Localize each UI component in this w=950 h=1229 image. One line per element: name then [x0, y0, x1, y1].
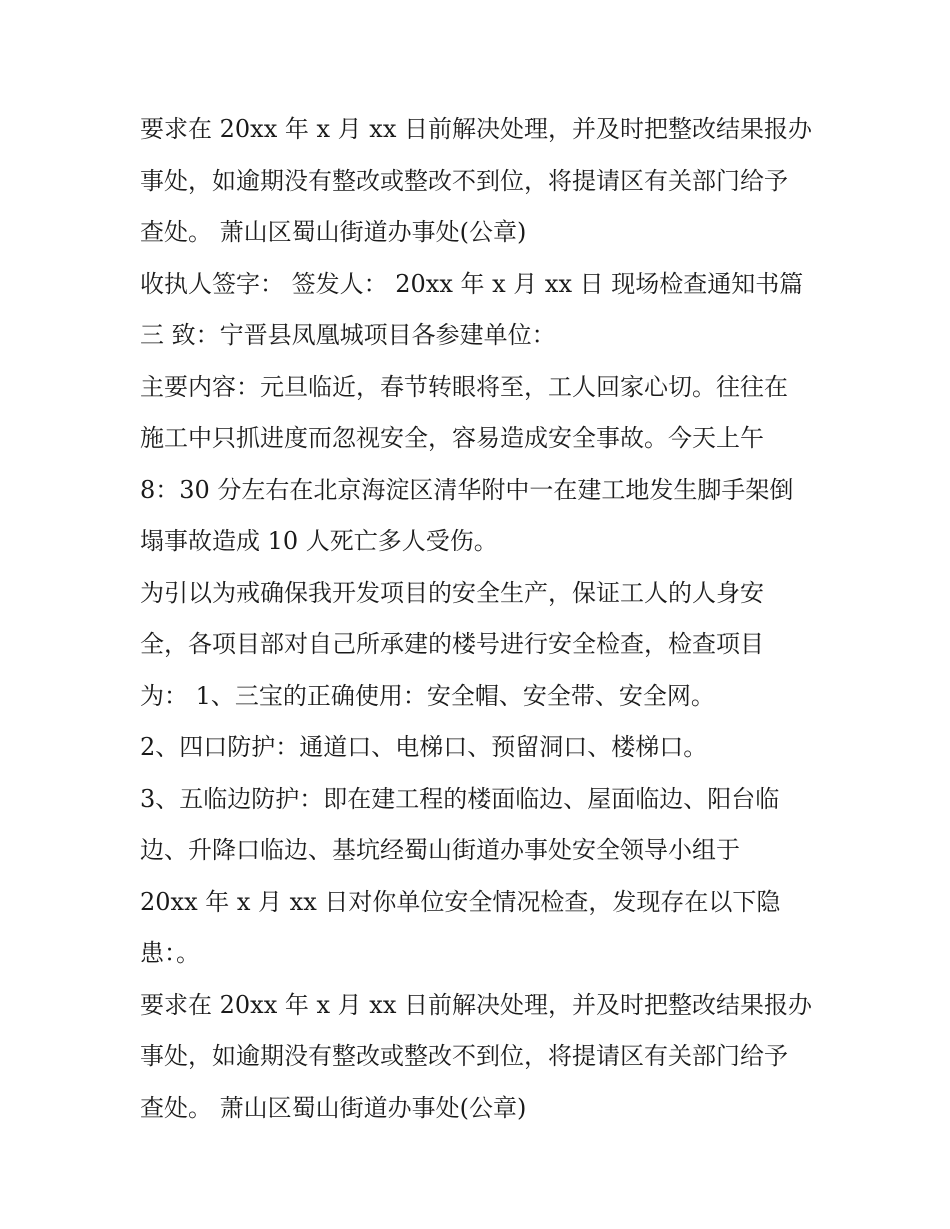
text-line: 患：。 [140, 939, 200, 967]
text-line: 三 致：宁晋县凤凰城项目各参建单位： [140, 321, 556, 349]
text-line: 事处，如逾期没有整改或整改不到位，将提请区有关部门给予 [140, 166, 788, 195]
text-line: 收执人签字： 签发人： 20xx 年 x 月 xx 日 现场检查通知书篇 [140, 269, 804, 298]
text-line: 20xx 年 x 月 xx 日对你单位安全情况检查，发现存在以下隐 [140, 887, 781, 916]
text-line: 为： 1、三宝的正确使用：安全帽、安全带、安全网。 [140, 681, 715, 710]
text-line: 要求在 20xx 年 x 月 xx 日前解决处理，并及时把整改结果报办 [140, 115, 812, 143]
text-line: 施工中只抓进度而忽视安全，容易造成安全事故。今天上午 [140, 424, 764, 452]
text-line: 2、四口防护：通道口、电梯口、预留洞口、楼梯口。 [140, 733, 708, 761]
text-line: 3、五临边防护：即在建工程的楼面临边、屋面临边、阳台临 [140, 784, 780, 813]
text-line: 要求在 20xx 年 x 月 xx 日前解决处理，并及时把整改结果报办 [140, 990, 812, 1019]
text-line: 全，各项目部对自己所承建的楼号进行安全检查，检查项目 [140, 630, 764, 658]
text-line: 主要内容：元旦临近，春节转眼将至，工人回家心切。往往在 [140, 372, 788, 401]
text-line: 为引以为戒确保我开发项目的安全生产，保证工人的人身安 [140, 578, 764, 607]
document-body [140, 104, 830, 1134]
text-line: 查处。 萧山区蜀山街道办事处(公章) [140, 218, 527, 246]
text-line: 事处，如逾期没有整改或整改不到位，将提请区有关部门给予 [140, 1042, 788, 1070]
text-line: 塌事故造成 10 人死亡多人受伤。 [140, 527, 498, 555]
text-line: 8：30 分左右在北京海淀区清华附中一在建工地发生脚手架倒 [140, 475, 794, 504]
text-line: 查处。 萧山区蜀山街道办事处(公章) [140, 1093, 527, 1122]
text-line: 边、升降口临边、基坑经蜀山街道办事处安全领导小组于 [140, 836, 740, 864]
